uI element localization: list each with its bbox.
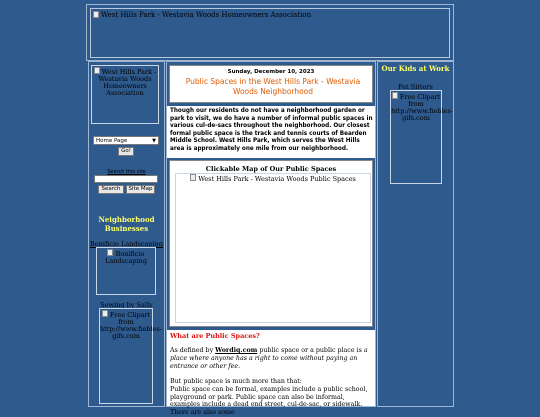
search-button[interactable]: Search xyxy=(98,185,124,194)
broken-image-icon xyxy=(94,67,100,74)
search-input[interactable] xyxy=(94,175,158,183)
logo-alt-text: West Hills Park - Westavia Woods Homeowners Association xyxy=(98,68,157,97)
go-button[interactable]: Go! xyxy=(118,147,134,156)
site-map-button[interactable]: Site Map xyxy=(126,185,155,194)
map-title: Clickable Map of Our Public Spaces xyxy=(205,165,337,173)
chevron-down-icon: ▼ xyxy=(152,137,156,144)
header-banner xyxy=(86,4,454,61)
definition-quote: a place where anyone has a right to come without paying an entrance or other fee. xyxy=(170,347,368,370)
page-container xyxy=(86,4,454,417)
banner-image[interactable] xyxy=(90,8,450,58)
broken-image-icon xyxy=(107,249,113,256)
public-space-line2: Public space can be formal, examples include a public school, playground or park. Public space can also be informal, examples include a dead end street, cul-de-sac, or sidewalk. There are also some xyxy=(170,385,368,417)
right-sidebar xyxy=(377,61,454,407)
main-content xyxy=(166,61,376,417)
intro-paragraph: Though our residents do not have a neighborhood garden or park to visit, we do have a number of informal public spaces in various cul-de-sacs throughout the neighborhood. Our closest formal public space is the track and tennis courts of Bearden Middle School. West Hills Park, which serves the West Hills area is approximately one mile from our neighborhood. xyxy=(170,108,373,152)
search-label: Search this site xyxy=(107,169,146,175)
business-link-bonificio[interactable]: Bonificio Landscaping xyxy=(90,240,163,248)
broken-image-icon xyxy=(392,92,398,99)
kids-heading: Our Kids at Work xyxy=(381,64,450,73)
banner-alt-label: West Hills Park - Westavia Woods Homeowners Association xyxy=(101,11,312,19)
left-sidebar xyxy=(88,61,165,407)
business-image-alt: Free Clipart from http://www.fiebles-gifs.com xyxy=(100,311,162,340)
definition-middle: public space or a public place is xyxy=(257,347,364,354)
map-alt-text: West Hills Park - Westavia Woods Public Spaces xyxy=(198,175,356,183)
page-nav-select[interactable] xyxy=(93,136,159,145)
association-logo[interactable] xyxy=(91,65,159,124)
public-spaces-heading: What are Public Spaces? xyxy=(170,332,260,340)
businesses-heading: Neighborhood Businesses xyxy=(98,215,155,233)
map-panel xyxy=(169,160,373,327)
post-header-panel xyxy=(169,65,373,103)
broken-image-icon xyxy=(102,310,108,317)
definition-paragraph xyxy=(170,347,374,370)
page-nav-select-value: Home Page xyxy=(96,137,128,144)
public-space-paragraph xyxy=(170,378,374,417)
broken-image-icon xyxy=(190,174,196,181)
business-image-alt: Bonificio Landscaping xyxy=(105,250,147,265)
intro-panel xyxy=(167,106,375,158)
banner-alt-text xyxy=(93,11,311,19)
pet-image-alt: Free Clipart from http://www.fiebles-gifs.com xyxy=(391,93,453,122)
definition-prefix: As defined by xyxy=(170,347,216,354)
pet-sitters-link[interactable]: Pet Sitters xyxy=(398,83,433,91)
public-spaces-map[interactable] xyxy=(175,173,371,323)
wordiq-link[interactable]: Wordiq.com xyxy=(215,347,258,354)
post-title: Public Spaces in the West Hills Park - Westavia Woods Neighborhood xyxy=(185,77,361,96)
pet-sitters-image[interactable] xyxy=(390,90,453,184)
public-space-line1: But public space is much more than that: xyxy=(170,378,302,385)
article-panel xyxy=(167,330,375,417)
business-image-sewing[interactable] xyxy=(99,308,162,404)
post-date: Sunday, December 10, 2023 xyxy=(227,69,315,75)
business-link-sewing[interactable]: Sewing by Sally xyxy=(100,301,153,309)
business-image-bonificio[interactable] xyxy=(96,247,156,295)
broken-image-icon xyxy=(93,11,99,18)
